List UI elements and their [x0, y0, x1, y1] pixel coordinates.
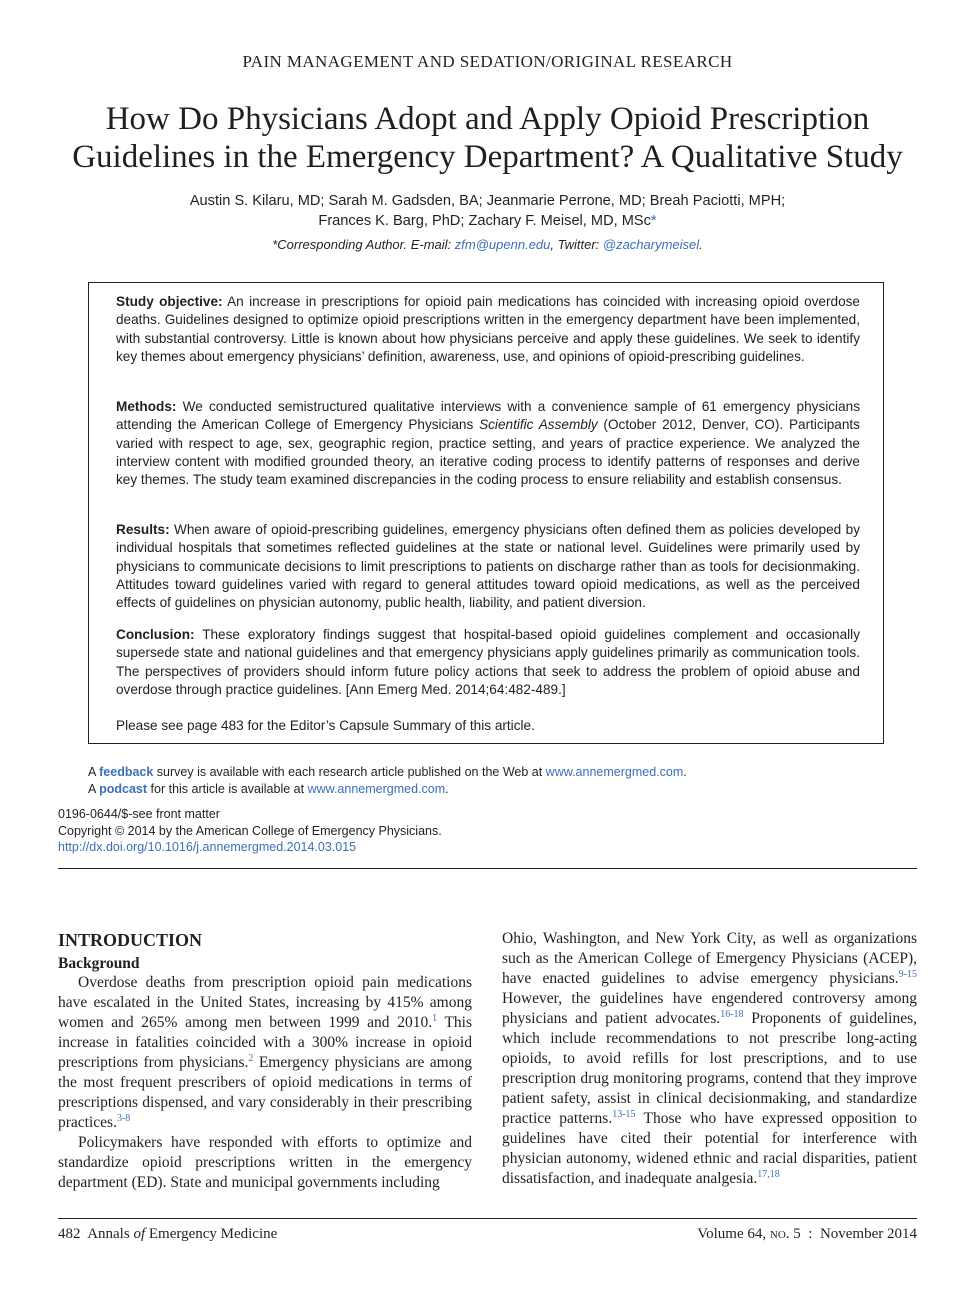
footer-left: [58, 1226, 277, 1243]
introduction-heading: INTRODUCTION: [58, 930, 203, 950]
corresponding-end: .: [699, 237, 703, 252]
corresponding-prefix: *Corresponding Author. E-mail:: [272, 237, 455, 252]
section-divider: [58, 868, 917, 869]
web-notes: [88, 764, 888, 798]
podcast-link[interactable]: podcast: [99, 782, 148, 796]
r1-text-c: Proponents of guidelines, which include recommendations to not prescribe long-acting opioids, to avoid refills for lost prescriptions, and to use prescription drug monitoring programs, contend that they improve patient safety, assist in clinical decisionmaking, and standardize practice patterns.: [502, 1010, 917, 1127]
twitter-link[interactable]: @zacharymeisel: [602, 237, 700, 252]
objective-text: An increase in prescriptions for opioid pain medications has coincided with increasing opioid overdose deaths. Guidelines designed to optimize opioid prescriptions written in the emergency department have been implemented, with substantial controversy. Little is known about how physicians perceive and apply these guidelines. We seek to identify key themes about emergency physicians’ definition, awareness, use, and opinions of opioid-prescribing guidelines.: [116, 294, 860, 364]
podcast-pre: A: [88, 782, 100, 796]
corresponding-marker-link[interactable]: *: [650, 213, 657, 229]
p1-text-a: Overdose deaths from prescription opioid pain medications have escalated in the United States, increasing by 415% among women and 265% among men between 1999 and 2010.: [58, 974, 472, 1031]
r1-text-a: Ohio, Washington, and New York City, as well as organizations such as the American College of Emergency Physicians (ACEP), have enacted guidelines to advise emergency physicians.: [502, 930, 917, 987]
ref-9-15-link[interactable]: 9-15: [898, 968, 917, 980]
abstract-methods: [116, 398, 860, 489]
footer-volume: Volume 64,: [697, 1226, 767, 1242]
methods-text-b: (October 2012, Denver, CO). Participants varied with respect to age, sex, geographic region, practice setting, and years of practice experience. We analyzed the interview content with modified grounded theory, an iterative coding process to identify patterns of responses and derive key themes. The study team examined discrepancies in the coding process to ensure reliability and establish consensus.: [116, 417, 860, 488]
feedback-link[interactable]: feedback: [99, 765, 154, 779]
author-list: [100, 191, 875, 231]
podcast-post: for this article is available at: [147, 782, 308, 796]
abstract-results: [116, 521, 860, 612]
feedback-url-link[interactable]: www.annemergmed.com: [545, 765, 684, 779]
background-heading: Background: [58, 955, 140, 972]
footer-separator: :: [808, 1226, 813, 1242]
footer-issue: no. 5: [769, 1226, 801, 1242]
body-paragraph-right: [502, 929, 917, 1189]
journal-name-b: Emergency Medicine: [148, 1226, 278, 1242]
article-title: [40, 100, 935, 176]
ref-1-link[interactable]: 1: [432, 1012, 438, 1024]
issn-line: 0196-0644/$-see front matter: [58, 807, 220, 821]
authors-line-2-text: Frances K. Barg, PhD; Zachary F. Meisel, MD, MSc: [318, 213, 651, 229]
results-text: When aware of opioid-prescribing guidelines, emergency physicians often defined them as policies developed by individual hospitals that sometimes reflected guidelines at the state or national level. Guidelines were primarily used by physicians to communicate decisions to limit prescriptions to patients on discharge rather than as tools for decisionmaking. Attitudes toward guidelines varied with regard to general attitudes toward opioid medications, as well as the perceived effects of guidelines on physician autonomy, public health, liability, and patient diversion.: [116, 522, 860, 611]
abstract-box: [88, 282, 884, 744]
journal-name-a: Annals: [87, 1226, 130, 1242]
p1-text-b: This increase in fatalities coincided with a 300% increase in opioid prescriptions from physicians.: [58, 1014, 472, 1071]
methods-italic: Scientific Assembly: [479, 417, 598, 433]
doi-link[interactable]: http://dx.doi.org/10.1016/j.annemergmed.2014.03.015: [58, 840, 357, 854]
corresponding-mid: , Twitter:: [550, 237, 603, 252]
journal-name-of: of: [133, 1226, 146, 1242]
body-paragraph-2: [58, 1133, 472, 1193]
conclusion-label: Conclusion:: [116, 627, 195, 642]
objective-label: Study objective:: [116, 294, 223, 309]
methods-label: Methods:: [116, 399, 177, 414]
footer-divider: [58, 1218, 917, 1219]
podcast-url-link[interactable]: www.annemergmed.com: [307, 782, 446, 796]
r1-text-d: Those who have expressed opposition to guidelines have cited their potential for interference with physician autonomy, widened ethnic and racial disparities, patient dissatisfaction, and inadequate analgesia.: [502, 1110, 917, 1187]
title-line-1: How Do Physicians Adopt and Apply Opioid Prescription: [105, 101, 870, 137]
title-line-2: Guidelines in the Emergency Department? A Qualitative Study: [72, 139, 903, 175]
podcast-note: [88, 781, 888, 798]
feedback-post: survey is available with each research article published on the Web at: [153, 765, 546, 779]
copyright-line: Copyright © 2014 by the American College of Emergency Physicians.: [58, 823, 442, 838]
ref-13-15-link[interactable]: 13-15: [612, 1108, 636, 1120]
page-number: 482: [58, 1226, 81, 1242]
capsule-note: Please see page 483 for the Editor’s Capsule Summary of this article.: [116, 718, 535, 733]
results-label: Results:: [116, 522, 170, 537]
feedback-note: [88, 764, 888, 781]
ref-3-8-link[interactable]: 3-8: [116, 1112, 131, 1124]
ref-17-18-link[interactable]: 17,18: [757, 1168, 780, 1180]
ref-16-18-link[interactable]: 16-18: [720, 1008, 744, 1020]
methods-text-a: We conducted semistructured qualitative interviews with a convenience sample of 61 emergency physicians attending the American College of Emergency Physicians: [116, 399, 860, 433]
p2-text-a: Policymakers have responded with efforts to optimize and standardize opioid prescriptions written in the emergency department (ED). State and municipal governments including: [58, 1134, 472, 1191]
front-matter: [58, 806, 658, 856]
abstract-conclusion: [116, 626, 860, 699]
abstract-objective: [116, 293, 860, 366]
authors-line-2: [100, 211, 875, 231]
corresponding-author: [100, 237, 875, 252]
authors-line-1: Austin S. Kilaru, MD; Sarah M. Gadsden, BA; Jeanmarie Perrone, MD; Breah Paciotti, MPH;: [189, 193, 786, 209]
feedback-end: .: [683, 765, 687, 779]
footer-right: [697, 1226, 917, 1243]
conclusion-text: These exploratory findings suggest that hospital-based opioid guidelines complement and occasionally supersede state and national guidelines and that emergency physicians apply guidelines primarily as communication tools. The perspectives of providers should inform future policy actions that seek to address the problem of opioid abuse and overdose through practice guidelines. [Ann Emerg Med. 2014;64:482-489.]: [116, 627, 860, 697]
feedback-pre: A: [88, 765, 100, 779]
email-link[interactable]: zfm@upenn.edu: [454, 237, 551, 252]
podcast-end: .: [445, 782, 449, 796]
section-label: PAIN MANAGEMENT AND SEDATION/ORIGINAL RESEARCH: [242, 52, 733, 71]
footer-date: November 2014: [819, 1226, 917, 1242]
ref-2-link[interactable]: 2: [248, 1052, 254, 1064]
r1-text-b: However, the guidelines have engendered controversy among physicians and patient advocates.: [502, 990, 917, 1027]
p1-text-c: Emergency physicians are among the most frequent prescribers of opioid medications in terms of prescriptions dispensed, and vary considerably in their prescribing practices.: [58, 1054, 472, 1131]
body-paragraph-1: [58, 973, 472, 1133]
